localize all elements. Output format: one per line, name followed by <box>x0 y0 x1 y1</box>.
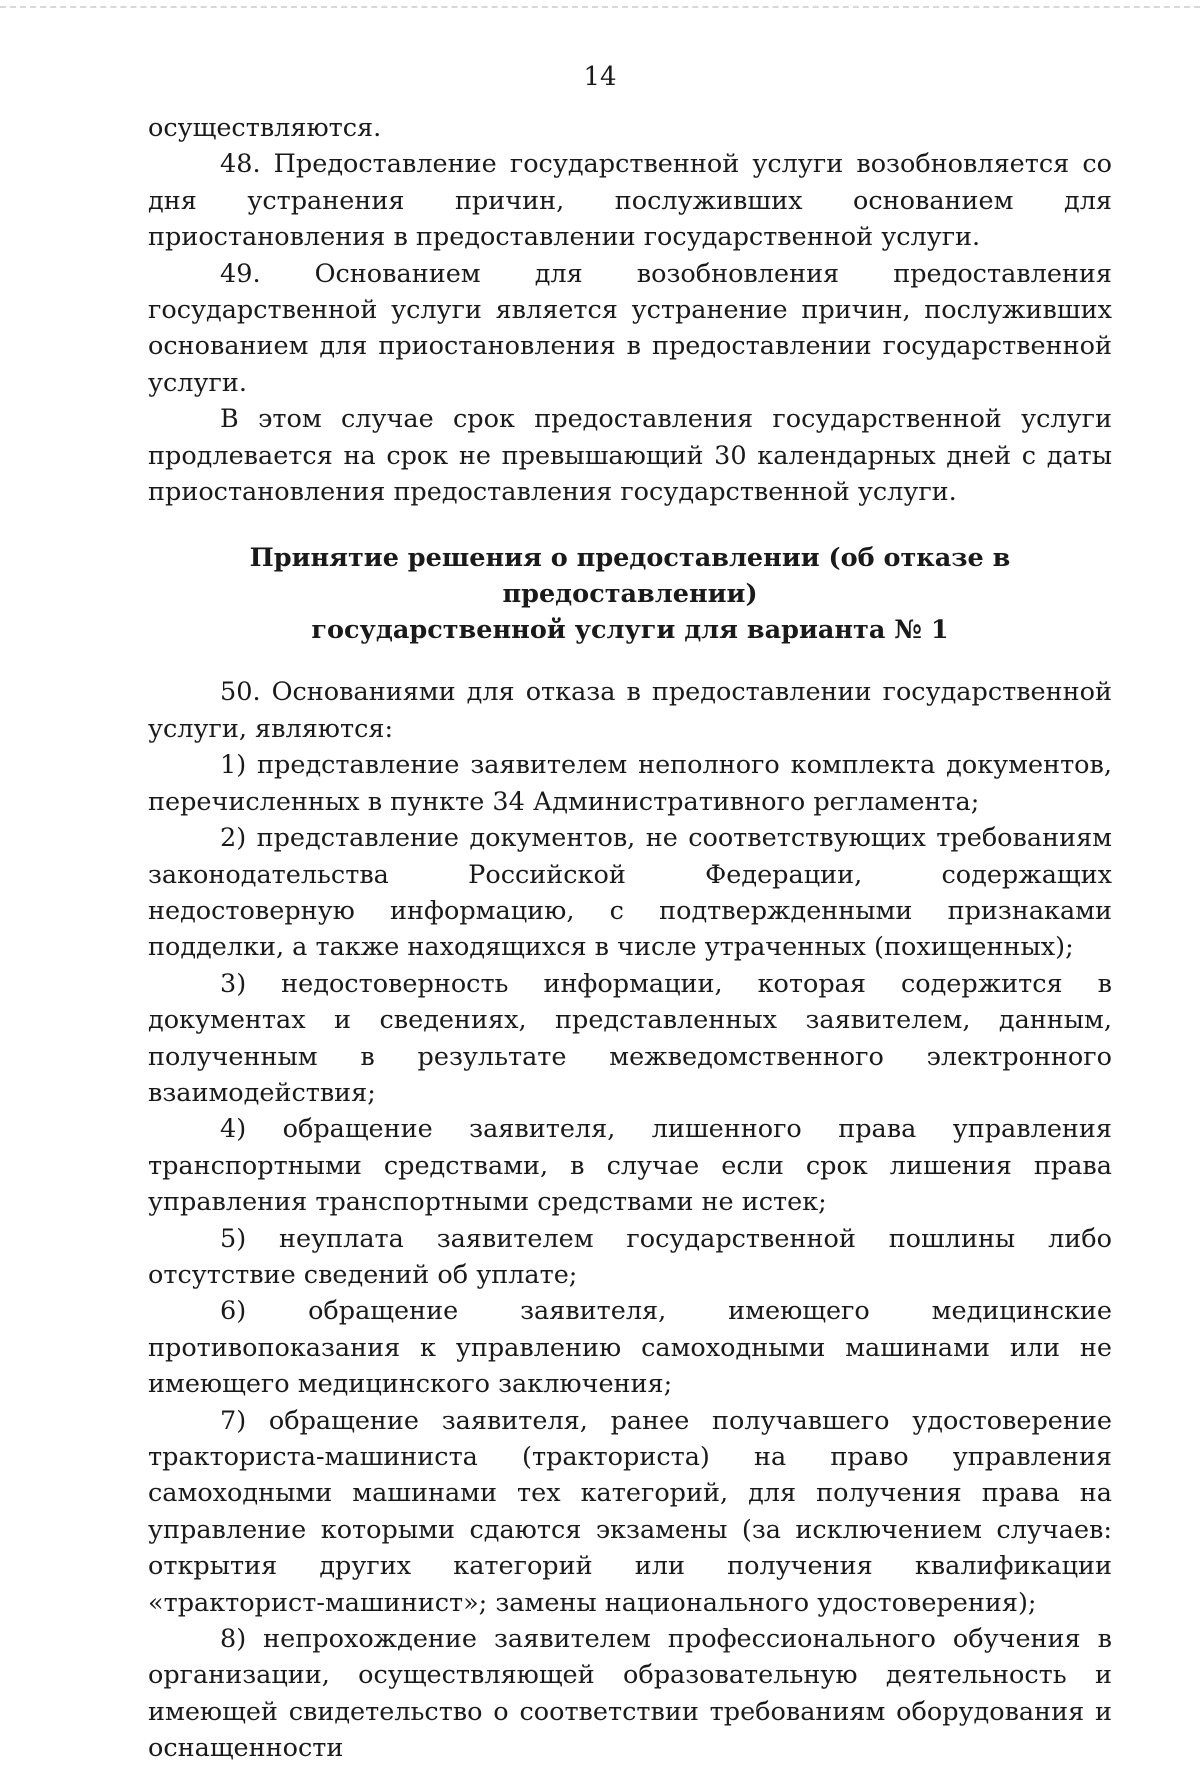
document-body <box>148 110 1112 1767</box>
section-heading-line-2: государственной услуги для варианта № 1 <box>311 615 949 646</box>
paragraph-50: 50. Основаниями для отказа в предоставлении государственной услуги, являются: <box>148 677 1112 744</box>
list-item-1: 1) представление заявителем неполного комплекта документов, перечисленных в пункте 34 Административного регламента; <box>148 750 1112 817</box>
scan-edge-line <box>0 6 1200 11</box>
paragraph-48: 48. Предоставление государственной услуги возобновляется со дня устранения причин, послуживших основанием для приостановления в предоставлении государственной услуги. <box>148 149 1112 253</box>
list-item-4: 4) обращение заявителя, лишенного права управления транспортными средствами, в случае если срок лишения права управления транспортными средствами не истек; <box>148 1114 1112 1218</box>
list-item-3: 3) недостоверность информации, которая содержится в документах и сведениях, представленных заявителем, данным, полученным в результате межведомственного электронного взаимодействия; <box>148 968 1112 1108</box>
paragraph-49-extension: В этом случае срок предоставления государственной услуги продлевается на срок не превышающий 30 календарных дней с даты приостановления предоставления государственной услуги. <box>148 404 1112 508</box>
list-item-5: 5) неуплата заявителем государственной пошлины либо отсутствие сведений об уплате; <box>148 1223 1112 1290</box>
list-item-8: 8) непрохождение заявителем профессионального обучения в организации, осуществляющей образовательную деятельность и имеющей свидетельство о соответствии требованиям оборудования и оснащенности <box>148 1624 1112 1764</box>
section-heading-line-1: Принятие решения о предоставлении (об отказе в предоставлении) <box>249 543 1011 610</box>
page-number: 14 <box>583 62 617 92</box>
list-item-7: 7) обращение заявителя, ранее получавшего удостоверение тракториста-машиниста (тракториста) на право управления самоходными машинами тех категорий, для получения права на управление которыми сдаются экзамены (за исключением случаев: открытия других категорий или получения квалификации «тракторист-машинист»; замены национального удостоверения); <box>148 1405 1112 1618</box>
list-item-2: 2) представление документов, не соответствующих требованиям законодательства Российской Федерации, содержащих недостоверную информацию, с подтвержденными признаками подделки, а также находящихся в числе утраченных (похищенных); <box>148 823 1112 963</box>
paragraph-continuation: осуществляются. <box>148 113 382 143</box>
paragraph-49: 49. Основанием для возобновления предоставления государственной услуги является устранение причин, послуживших основанием для приостановления в предоставлении государственной услуги. <box>148 258 1112 398</box>
section-heading <box>148 540 1112 648</box>
list-item-6: 6) обращение заявителя, имеющего медицинские противопоказания к управлению самоходными машинами или не имеющего медицинского заключения; <box>148 1296 1112 1400</box>
